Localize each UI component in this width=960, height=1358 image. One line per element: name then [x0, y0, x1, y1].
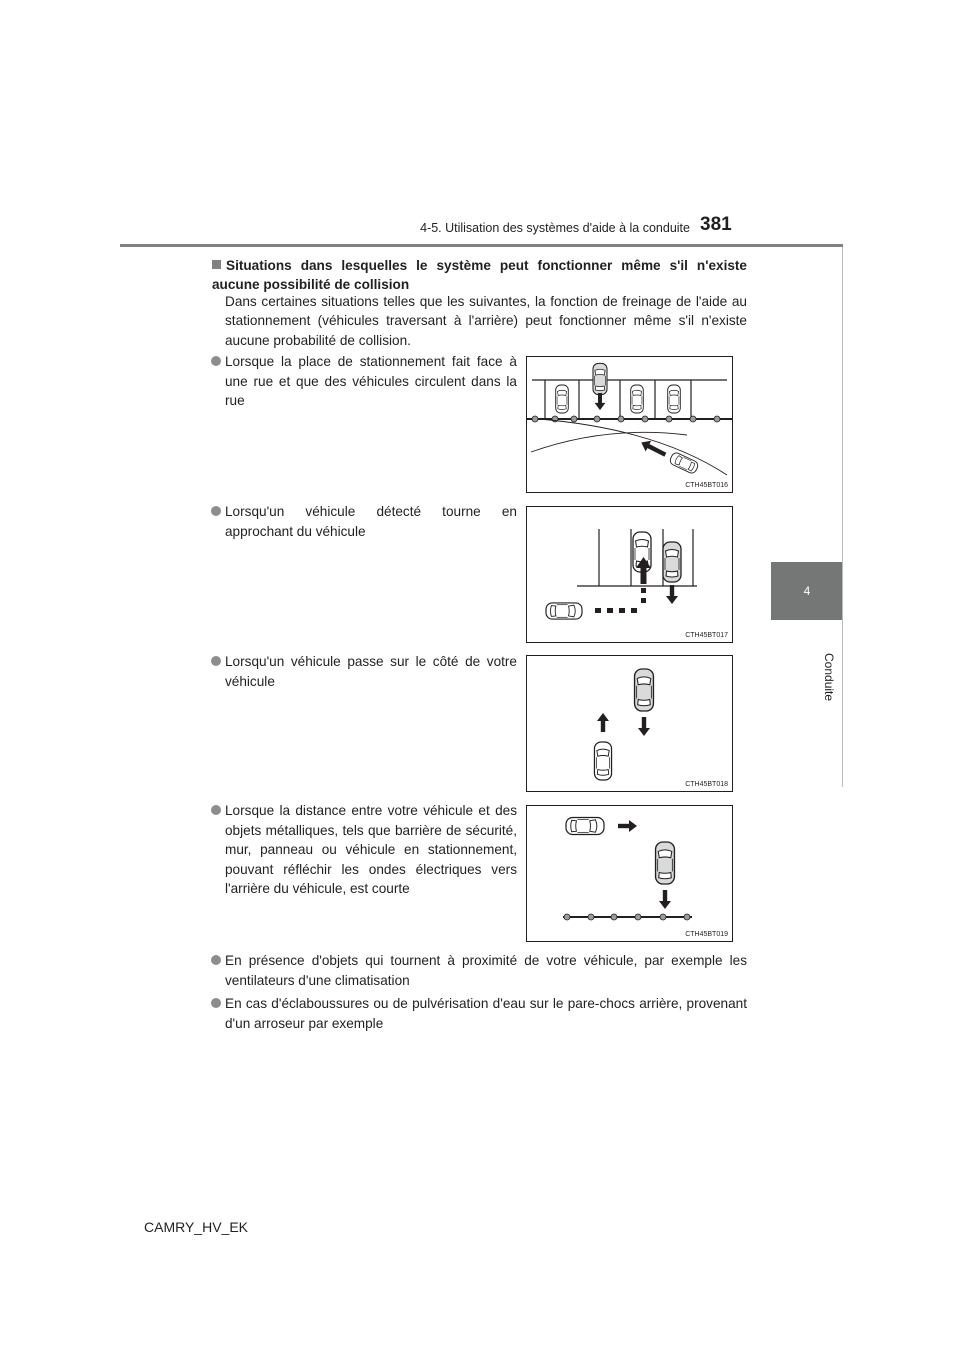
parking-street-illustration: [527, 357, 733, 493]
section-heading-text: Situations dans lesquelles le système peut fonctionner même s'il n'existe aucune possibilité de collision: [212, 258, 747, 292]
bullet-dot-icon: [211, 805, 221, 815]
bullet-text: En présence d'objets qui tournent à proximité de votre véhicule, par exemple les ventilateurs d'une climatisation: [225, 953, 747, 988]
heading-square-icon: [212, 260, 221, 269]
figure-vehicle-passing: [526, 655, 733, 792]
bullet-dot-icon: [211, 356, 221, 366]
page-number: 381: [700, 214, 732, 235]
bullet-text: Lorsque la distance entre votre véhicule et des objets métalliques, tels que barrière de sécurité, mur, panneau ou véhicule en stationnement, pouvant réfléchir les ondes électriques vers l'arrière du véhicule, est courte: [225, 803, 517, 896]
bullet-dot-icon: [211, 656, 221, 666]
bullet-item: [225, 951, 747, 990]
bullet-item: [225, 801, 517, 899]
figure-parking-street: [526, 356, 733, 493]
figure-code: CTH45BT019: [685, 931, 728, 938]
bullet-item: [225, 652, 517, 691]
figure-code: CTH45BT016: [685, 482, 728, 489]
vehicle-passing-illustration: [527, 656, 733, 792]
side-rule: [842, 247, 843, 787]
figure-code: CTH45BT017: [685, 632, 728, 639]
footer-model-code: CAMRY_HV_EK: [144, 1219, 249, 1235]
chapter-number: 4: [803, 584, 811, 598]
bullet-text: Lorsqu'un véhicule passe sur le côté de votre véhicule: [225, 654, 517, 689]
vehicle-turning-illustration: [527, 507, 733, 643]
figure-code: CTH45BT018: [685, 781, 728, 788]
bullet-item: [225, 994, 747, 1033]
intro-paragraph: Dans certaines situations telles que les suivantes, la fonction de freinage de l'aide au stationnement (véhicules traversant à l'arrière) peut fonctionner même s'il n'existe aucune probabilité de collision.: [225, 294, 747, 348]
figure-vehicle-turning: [526, 506, 733, 643]
bullet-text: En cas d'éclaboussures ou de pulvérisation d'eau sur le pare-chocs arrière, provenant d'un arroseur par exemple: [225, 996, 747, 1031]
section-heading: [212, 256, 747, 294]
chapter-title: Conduite: [822, 652, 836, 702]
running-header-section: 4-5. Utilisation des systèmes d'aide à la conduite: [420, 221, 690, 235]
metal-objects-illustration: [527, 806, 733, 942]
bullet-dot-icon: [211, 998, 221, 1008]
figure-metal-objects: [526, 805, 733, 942]
bullet-item: [225, 352, 517, 411]
chapter-tab: [771, 562, 843, 620]
bullet-dot-icon: [211, 506, 221, 516]
bullet-item: [225, 502, 517, 541]
bullet-text: Lorsque la place de stationnement fait face à une rue et que des véhicules circulent dans la rue: [225, 354, 517, 408]
bullet-text: Lorsqu'un véhicule détecté tourne en approchant du véhicule: [225, 504, 517, 539]
header-rule: [120, 244, 843, 247]
bullet-dot-icon: [211, 955, 221, 965]
